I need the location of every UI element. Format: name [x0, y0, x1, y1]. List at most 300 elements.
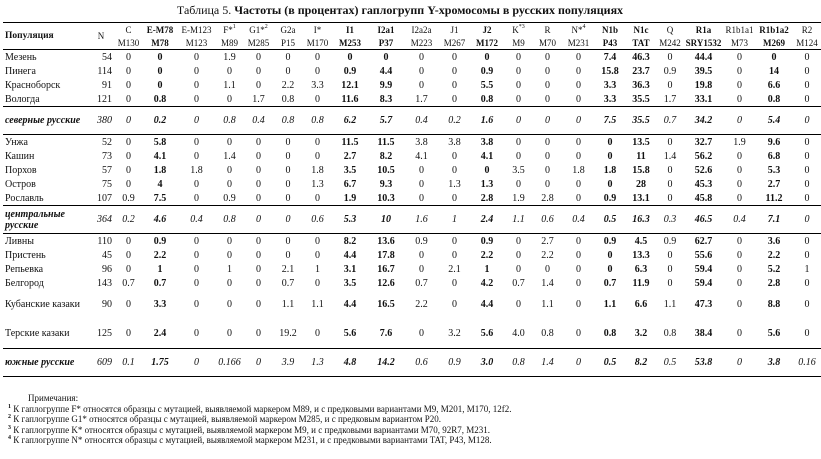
- frequency-cell: 1.9: [733, 136, 746, 148]
- frequency-cell: 0: [737, 79, 742, 91]
- frequency-cell: 2.4: [153, 328, 167, 339]
- frequency-cell: 0.6: [303, 206, 332, 234]
- frequency-cell: 6.2: [332, 107, 368, 135]
- haplogroup-label: F*: [223, 24, 233, 35]
- frequency-cell: 7.6: [379, 328, 393, 339]
- frequency-cell: 0: [227, 249, 232, 261]
- sample-size: 609: [87, 349, 115, 377]
- sample-size: 143: [97, 277, 112, 289]
- frequency-cell: 0: [256, 328, 261, 339]
- frequency-cell: 0: [804, 328, 810, 339]
- frequency-cell: 0: [607, 178, 613, 190]
- frequency-cell: 11.2: [765, 192, 783, 204]
- column-header: [793, 23, 821, 50]
- frequency-cell: 0.8: [504, 349, 533, 377]
- frequency-cell: 0: [576, 136, 581, 148]
- frequency-cell: 0.9: [223, 192, 236, 204]
- frequency-cell: 1.4: [663, 150, 677, 162]
- frequency-cell: 0: [126, 249, 131, 261]
- population-row: [3, 149, 821, 163]
- sample-size: 121: [97, 93, 112, 105]
- frequency-cell: 0: [419, 328, 424, 339]
- frequency-cell: 0: [452, 235, 457, 247]
- marker-label: M172: [476, 37, 498, 48]
- frequency-cell: 0: [804, 235, 810, 247]
- column-header: [504, 23, 533, 50]
- frequency-cell: 1.3: [448, 178, 461, 190]
- frequency-cell: 0: [484, 51, 490, 63]
- note-number: 4: [8, 435, 11, 441]
- frequency-cell: 0: [256, 136, 261, 148]
- column-header: [533, 23, 562, 50]
- frequency-cell: 2.2: [541, 249, 554, 261]
- frequency-cell: 0: [285, 150, 291, 162]
- frequency-cell: 0: [244, 206, 273, 234]
- frequency-cell: 0: [452, 299, 457, 310]
- frequency-cell: 2.2: [281, 79, 295, 91]
- frequency-cell: 11: [636, 150, 646, 162]
- frequency-cell: 0: [724, 107, 755, 135]
- frequency-cell: 0: [285, 235, 291, 247]
- frequency-cell: 0: [667, 249, 673, 261]
- frequency-cell: 2.8: [541, 192, 554, 204]
- footnote-marker: *3: [518, 23, 525, 30]
- frequency-cell: 1.8: [572, 164, 585, 176]
- frequency-cell: 0: [576, 51, 581, 63]
- frequency-cell: 0: [194, 299, 199, 310]
- frequency-cell: 5.3: [767, 164, 781, 176]
- frequency-cell: 3.1: [343, 263, 357, 275]
- frequency-cell: 0: [227, 178, 232, 190]
- frequency-cell: 0.2: [115, 206, 142, 234]
- note-item: [8, 425, 793, 436]
- frequency-cell: 13.5: [632, 136, 650, 148]
- frequency-cell: 0: [227, 65, 232, 77]
- frequency-cell: 11.9: [632, 277, 650, 289]
- frequency-cell: 0: [383, 51, 389, 63]
- frequency-cell: 0: [157, 51, 163, 63]
- sample-size: 90: [102, 299, 112, 310]
- frequency-cell: 0.9: [153, 235, 167, 247]
- frequency-cell: 3.0: [470, 349, 504, 377]
- marker-label: M223: [410, 37, 433, 48]
- haplogroup-name: [244, 24, 273, 37]
- frequency-cell: 12.6: [377, 277, 395, 289]
- frequency-cell: 5.6: [480, 328, 494, 339]
- frequency-cell: 15.8: [632, 164, 650, 176]
- frequency-cell: 0: [804, 150, 810, 162]
- frequency-cell: 6.6: [634, 299, 648, 310]
- frequency-cell: 0: [315, 150, 320, 162]
- haplogroup-label: J1: [450, 24, 459, 35]
- frequency-cell: 0.7: [512, 277, 525, 289]
- sample-size: 75: [102, 178, 112, 190]
- haplogroup-name: [142, 24, 178, 37]
- notes: [8, 393, 793, 446]
- frequency-cell: 33.1: [694, 93, 713, 105]
- frequency-cell: 0.4: [178, 206, 215, 234]
- frequency-cell: 0: [737, 65, 742, 77]
- haplogroup-label: I1: [345, 24, 354, 35]
- population-row: [3, 319, 821, 349]
- frequency-cell: 0: [607, 150, 613, 162]
- frequency-cell: 0: [244, 349, 273, 377]
- frequency-cell: 0: [804, 136, 810, 148]
- frequency-cell: 1.1: [504, 206, 533, 234]
- frequency-cell: 0: [562, 107, 595, 135]
- frequency-cell: 0: [607, 249, 613, 261]
- frequency-cell: 8.2: [379, 150, 393, 162]
- frequency-cell: 6.3: [634, 263, 648, 275]
- frequency-cell: 0: [126, 51, 131, 63]
- frequency-cell: 0: [804, 299, 810, 310]
- frequency-cell: 0: [194, 150, 199, 162]
- frequency-cell: 3.3: [311, 79, 324, 91]
- frequency-cell: 11.5: [377, 136, 395, 148]
- frequency-cell: 62.7: [694, 235, 713, 247]
- frequency-cell: 12.1: [341, 79, 359, 91]
- frequency-cell: 0: [562, 349, 595, 377]
- frequency-cell: 0: [793, 107, 821, 135]
- frequency-cell: 5.5: [480, 79, 494, 91]
- frequency-cell: 7.1: [755, 206, 793, 234]
- frequency-cell: 1.8: [190, 164, 203, 176]
- frequency-cell: 0: [419, 263, 424, 275]
- frequency-cell: 0.4: [404, 107, 439, 135]
- frequency-cell: 0: [771, 51, 777, 63]
- frequency-cell: 1: [315, 263, 320, 275]
- frequency-cell: 0.7: [657, 107, 683, 135]
- population-row: [3, 50, 821, 65]
- frequency-cell: 10.5: [377, 164, 395, 176]
- frequency-cell: 3.2: [448, 328, 461, 339]
- frequency-cell: 0: [126, 263, 131, 275]
- frequency-cell: 1.7: [252, 93, 265, 105]
- frequency-cell: 1.4: [533, 349, 562, 377]
- frequency-cell: 0: [804, 249, 810, 261]
- marker-label: M70: [538, 37, 556, 48]
- frequency-cell: 1.1: [223, 79, 236, 91]
- frequency-cell: 0: [545, 150, 550, 162]
- population-row: [3, 78, 821, 92]
- note-text: К гаплогруппе K* относятся образцы с мутацией, выявляемой маркером M9, и с предковыми вариантами M70, 92R7, M231.: [13, 424, 491, 435]
- frequency-cell: 1.9: [512, 192, 525, 204]
- frequency-cell: 0: [545, 93, 550, 105]
- marker-label: M123: [185, 37, 208, 48]
- frequency-cell: 5.7: [368, 107, 404, 135]
- frequency-cell: 0: [194, 65, 199, 77]
- frequency-cell: 0: [194, 79, 199, 91]
- frequency-cell: 0: [315, 93, 320, 105]
- frequency-cell: 0: [419, 178, 424, 190]
- frequency-cell: 35.5: [632, 93, 650, 105]
- frequency-cell: 0.7: [603, 277, 617, 289]
- marker-label: M267: [443, 37, 466, 48]
- frequency-cell: 0: [126, 235, 131, 247]
- population-row: [3, 234, 821, 249]
- frequency-cell: 0: [256, 249, 261, 261]
- column-header: [595, 23, 625, 50]
- frequency-cell: 0: [516, 249, 521, 261]
- frequency-cell: 4.5: [634, 235, 648, 247]
- frequency-cell: 3.2: [634, 328, 648, 339]
- frequency-cell: 0: [607, 263, 613, 275]
- frequency-cell: 15.8: [601, 65, 619, 77]
- frequency-cell: 0: [545, 164, 550, 176]
- frequency-cell: 1.8: [603, 164, 617, 176]
- frequency-cell: 0.9: [122, 192, 135, 204]
- frequency-cell: 13.1: [632, 192, 650, 204]
- frequency-cell: 0: [452, 249, 457, 261]
- haplogroup-name: [504, 24, 533, 37]
- frequency-cell: 0: [285, 65, 291, 77]
- frequency-cell: 0: [419, 192, 424, 204]
- population-row: [3, 290, 821, 319]
- frequency-cell: 0: [737, 249, 742, 261]
- frequency-cell: 0: [516, 178, 521, 190]
- frequency-cell: 1.6: [470, 107, 504, 135]
- frequency-cell: 23.7: [632, 65, 650, 77]
- haplogroup-label: R1b1a1: [725, 24, 754, 35]
- frequency-cell: 0: [576, 93, 581, 105]
- note-number: 1: [8, 403, 11, 410]
- frequency-cell: 1.6: [404, 206, 439, 234]
- population-name: Рославль: [5, 192, 44, 204]
- frequency-cell: 0: [516, 299, 521, 310]
- frequency-cell: 0: [315, 192, 320, 204]
- population-name: Мезень: [5, 51, 37, 63]
- frequency-cell: 0: [576, 65, 581, 77]
- frequency-cell: 52.6: [694, 164, 713, 176]
- frequency-cell: 6.8: [767, 150, 781, 162]
- frequency-cell: 0: [516, 79, 521, 91]
- frequency-cell: 0.7: [281, 277, 295, 289]
- frequency-cell: 0: [194, 263, 199, 275]
- frequency-cell: 17.8: [377, 249, 395, 261]
- frequency-cell: 1.75: [142, 349, 178, 377]
- population-name: Красноборск: [5, 79, 61, 91]
- frequency-cell: 0: [804, 164, 810, 176]
- frequency-cell: 0: [256, 79, 261, 91]
- frequency-cell: 0: [194, 136, 199, 148]
- frequency-cell: 4.8: [332, 349, 368, 377]
- frequency-cell: 0: [194, 235, 199, 247]
- haplogroup-label: R2: [801, 24, 813, 35]
- frequency-cell: 0.8: [153, 93, 167, 105]
- frequency-cell: 0: [737, 93, 742, 105]
- frequency-cell: 56.2: [694, 150, 713, 162]
- frequency-cell: 0: [516, 136, 521, 148]
- frequency-cell: 7.5: [595, 107, 625, 135]
- column-header: [683, 23, 724, 50]
- frequency-cell: 0.166: [215, 349, 244, 377]
- population-row: [3, 262, 821, 276]
- frequency-cell: 0: [126, 136, 131, 148]
- frequency-cell: 11.6: [341, 93, 359, 105]
- marker-label: M89: [220, 37, 238, 48]
- frequency-cell: 1: [804, 263, 810, 275]
- frequency-cell: 8.8: [767, 299, 781, 310]
- haplogroup-name: [178, 24, 215, 37]
- frequency-cell: 0.9: [343, 65, 357, 77]
- summary-row: [3, 206, 821, 234]
- frequency-cell: 6.6: [767, 79, 781, 91]
- frequency-cell: 0: [273, 206, 303, 234]
- frequency-cell: 1.7: [663, 93, 677, 105]
- frequency-cell: 8.2: [625, 349, 657, 377]
- frequency-cell: 0: [516, 65, 521, 77]
- haplogroup-name: [215, 24, 244, 37]
- frequency-cell: 0: [667, 164, 673, 176]
- frequency-cell: 0: [576, 249, 581, 261]
- frequency-cell: 0: [315, 249, 320, 261]
- frequency-cell: 14: [769, 65, 779, 77]
- frequency-cell: 2.2: [153, 249, 167, 261]
- marker-label: P43: [602, 37, 618, 48]
- frequency-cell: 0: [194, 192, 199, 204]
- population-name: южные русские: [3, 349, 87, 377]
- haplogroup-label: N1b: [601, 24, 618, 35]
- frequency-cell: 59.4: [694, 277, 713, 289]
- frequency-cell: 0.9: [603, 235, 617, 247]
- frequency-cell: 0: [126, 150, 131, 162]
- frequency-cell: 28: [636, 178, 646, 190]
- haplogroup-label: C: [125, 24, 132, 35]
- frequency-cell: 32.7: [694, 136, 713, 148]
- marker-label: M9: [512, 37, 525, 48]
- frequency-cell: 0: [227, 93, 232, 105]
- haplogroup-label: K: [512, 24, 519, 35]
- frequency-cell: 2.7: [767, 178, 781, 190]
- frequency-cell: 0: [667, 263, 673, 275]
- frequency-cell: 4.4: [379, 65, 393, 77]
- note-item: [8, 435, 793, 446]
- note-number: 2: [8, 414, 11, 420]
- frequency-cell: 0.5: [595, 349, 625, 377]
- marker-label: P15: [280, 37, 295, 48]
- column-header: [657, 23, 683, 50]
- frequency-cell: 36.3: [632, 79, 650, 91]
- frequency-cell: 0: [452, 79, 457, 91]
- frequency-cell: 45.8: [694, 192, 713, 204]
- population-name: Кубанские казаки: [5, 299, 80, 310]
- frequency-cell: 0: [285, 51, 291, 63]
- haplogroup-name: [683, 24, 724, 37]
- frequency-cell: 0: [484, 164, 490, 176]
- column-header: [724, 23, 755, 50]
- frequency-cell: 0: [315, 65, 320, 77]
- marker-label: M253: [339, 37, 361, 48]
- frequency-cell: 0: [804, 51, 810, 63]
- population-name: Репьевка: [5, 263, 44, 275]
- frequency-cell: 0: [194, 249, 199, 261]
- frequency-cell: 0: [315, 136, 320, 148]
- frequency-cell: 0.6: [533, 206, 562, 234]
- frequency-cell: 1.1: [541, 299, 554, 310]
- frequency-cell: 0: [804, 65, 810, 77]
- frequency-cell: 0: [516, 93, 521, 105]
- frequency-cell: 0: [576, 263, 581, 275]
- frequency-cell: 0: [737, 299, 742, 310]
- frequency-cell: 0: [576, 192, 581, 204]
- marker-label: SRY1532: [685, 37, 722, 48]
- sample-size: 52: [102, 136, 112, 148]
- frequency-cell: 1: [439, 206, 470, 234]
- frequency-cell: 0: [576, 79, 581, 91]
- frequency-cell: 0: [227, 328, 232, 339]
- frequency-cell: 0.7: [153, 277, 167, 289]
- frequency-cell: 0: [516, 150, 521, 162]
- frequency-cell: 0.7: [415, 277, 428, 289]
- frequency-cell: 0.8: [281, 93, 295, 105]
- frequency-cell: 0: [737, 277, 742, 289]
- footnote-marker: 2: [264, 23, 268, 30]
- frequency-cell: 11.5: [341, 136, 359, 148]
- frequency-cell: 9.3: [379, 178, 393, 190]
- frequency-cell: 0.9: [663, 235, 677, 247]
- frequency-cell: 35.5: [625, 107, 657, 135]
- frequency-cell: 0: [576, 299, 581, 310]
- frequency-cell: 0: [419, 51, 424, 63]
- frequency-cell: 0.2: [142, 107, 178, 135]
- frequency-cell: 1.9: [343, 192, 357, 204]
- note-item: [8, 404, 793, 415]
- frequency-cell: 0.16: [793, 349, 821, 377]
- frequency-cell: 0.9: [663, 65, 677, 77]
- frequency-cell: 0: [452, 150, 457, 162]
- population-row: [3, 191, 821, 206]
- frequency-cell: 0: [545, 65, 550, 77]
- frequency-cell: 13.6: [377, 235, 395, 247]
- note-number: 3: [8, 424, 11, 431]
- frequency-cell: 4.1: [415, 150, 428, 162]
- frequency-cell: 4.0: [512, 328, 525, 339]
- haplogroup-name: [368, 24, 404, 37]
- column-header: [115, 23, 142, 50]
- sample-size: 96: [102, 263, 112, 275]
- frequency-cell: 0: [126, 299, 131, 310]
- frequency-cell: 0: [533, 107, 562, 135]
- note-text: К гаплогруппе G1* относятся образцы с мутацией, выявляемой маркером M285, и с предковым вариантом P20.: [13, 414, 441, 424]
- haplogroup-label: G2a: [280, 24, 296, 35]
- frequency-cell: 44.4: [694, 51, 713, 63]
- frequency-cell: 0: [724, 349, 755, 377]
- frequency-cell: 0: [667, 79, 673, 91]
- frequency-cell: 0: [178, 349, 215, 377]
- frequency-cell: 0: [804, 192, 810, 204]
- frequency-cell: 4.6: [142, 206, 178, 234]
- frequency-cell: 1: [227, 263, 232, 275]
- note-text: К гаплогруппе N* относятся образцы с мутацией, выявляемой маркером M231, и с предковыми вариантами TAT, P43, M128.: [13, 435, 492, 445]
- frequency-cell: 0: [545, 136, 550, 148]
- frequency-cell: 0: [126, 65, 131, 77]
- notes-heading: Примечания:: [28, 393, 79, 403]
- frequency-cell: 8.2: [343, 235, 357, 247]
- marker-label: M73: [730, 37, 748, 48]
- frequency-cell: 3.8: [480, 136, 494, 148]
- frequency-cell: 4.1: [480, 150, 494, 162]
- frequency-cell: 2.1: [448, 263, 461, 275]
- frequency-cell: 1.1: [311, 299, 324, 310]
- frequency-cell: 0: [227, 235, 232, 247]
- frequency-cell: 0: [315, 277, 320, 289]
- frequency-cell: 0: [256, 178, 261, 190]
- column-header: [142, 23, 178, 50]
- population-name: Унжа: [5, 136, 28, 148]
- sample-size: 107: [97, 192, 112, 204]
- haplogroup-name: [724, 24, 755, 37]
- frequency-cell: 4.4: [343, 299, 357, 310]
